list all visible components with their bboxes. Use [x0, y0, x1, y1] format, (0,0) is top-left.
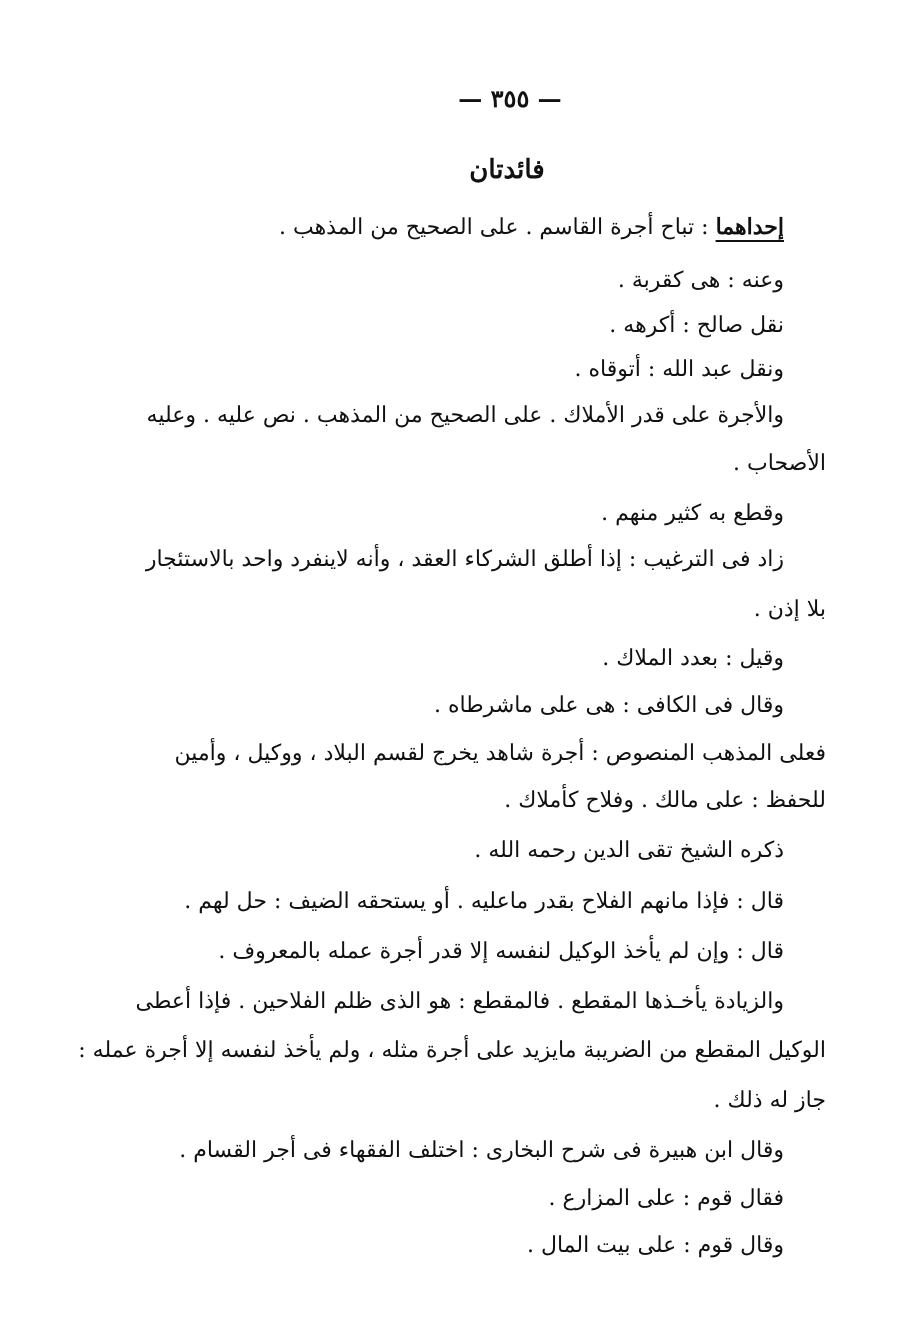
text-line: الأصحاب . [733, 451, 826, 476]
text-line: فقال قوم : على المزارع . [548, 1186, 784, 1211]
text-line: فعلى المذهب المنصوص : أجرة شاهد يخرج لقسم البلاد ، ووكيل ، وأمين [174, 741, 826, 766]
text-line: بلا إذن . [753, 597, 826, 622]
text-line: جاز له ذلك . [713, 1088, 826, 1113]
text-line: قال : فإذا مانهم الفلاح بقدر ماعليه . أو يستحقه الضيف : حل لهم . [184, 889, 784, 914]
text-line: والزيادة يأخـذها المقطع . فالمقطع : هو الذى ظلم الفلاحين . فإذا أعطى [135, 989, 784, 1014]
text-line: الوكيل المقطع من الضريبة مايزيد على أجرة مثله ، ولم يأخذ لنفسه إلا أجرة عمله : [78, 1038, 826, 1063]
text-line: وقيل : بعدد الملاك . [602, 646, 784, 671]
text-line: ذكره الشيخ تقى الدين رحمه الله . [474, 838, 784, 863]
text-line: وقال قوم : على بيت المال . [526, 1233, 784, 1258]
page-number: — ٣٥٥ — [458, 84, 562, 113]
text-line: قال : وإن لم يأخذ الوكيل لنفسه إلا قدر أجرة عمله بالمعروف . [218, 939, 784, 964]
text-line: وقال فى الكافى : هى على ماشرطاه . [433, 693, 784, 718]
line-text: : تباح أجرة القاسم . على الصحيح من المذهب . [278, 215, 709, 240]
text-line: وقطع به كثير منهم . [601, 501, 784, 526]
lead-word: إحداهما [715, 214, 784, 240]
text-line [279, 210, 784, 245]
text-line: ونقل عبد الله : أتوقاه . [574, 357, 784, 382]
text-line: والأجرة على قدر الأملاك . على الصحيح من المذهب . نص عليه . وعليه [146, 403, 784, 428]
text-line: وقال ابن هبيرة فى شرح البخارى : اختلف الفقهاء فى أجر القسام . [179, 1138, 784, 1163]
text-line: للحفظ : على مالك . وفلاح كأملاك . [504, 788, 826, 813]
text-line: وعنه : هى كقربة . [617, 268, 784, 293]
section-heading: فائدتان [469, 155, 545, 185]
text-line: زاد فى الترغيب : إذا أطلق الشركاء العقد ، وأنه لاينفرد واحد بالاستئجار [145, 547, 784, 572]
text-line: نقل صالح : أكرهه . [609, 313, 784, 338]
